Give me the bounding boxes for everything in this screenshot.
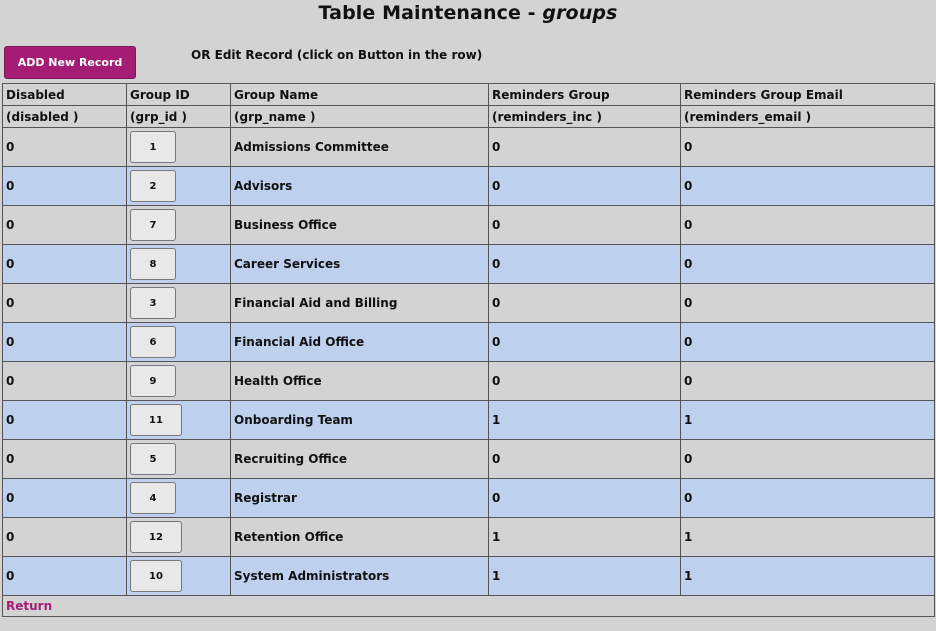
table-row xyxy=(3,128,935,167)
edit-record-button[interactable]: 11 xyxy=(130,404,182,436)
edit-record-button[interactable]: 8 xyxy=(130,248,176,280)
group-id-cell xyxy=(127,479,231,518)
reminders-group-cell: 0 xyxy=(489,128,681,167)
group-id-cell xyxy=(127,323,231,362)
table-row xyxy=(3,401,935,440)
disabled-cell: 0 xyxy=(3,401,127,440)
reminders-email-cell: 0 xyxy=(681,362,935,401)
column-header-reminders-group-email: Reminders Group Email xyxy=(681,84,935,106)
group-name-cell: Onboarding Team xyxy=(231,401,489,440)
field-name-reminders-inc: (reminders_inc ) xyxy=(489,106,681,128)
edit-record-button[interactable]: 7 xyxy=(130,209,176,241)
group-name-cell: Retention Office xyxy=(231,518,489,557)
table-row xyxy=(3,557,935,596)
disabled-cell: 0 xyxy=(3,440,127,479)
reminders-email-cell: 0 xyxy=(681,479,935,518)
group-id-cell xyxy=(127,362,231,401)
reminders-email-cell: 0 xyxy=(681,206,935,245)
edit-record-button[interactable]: 9 xyxy=(130,365,176,397)
reminders-email-cell: 0 xyxy=(681,128,935,167)
reminders-email-cell: 0 xyxy=(681,245,935,284)
add-new-record-button[interactable]: ADD New Record xyxy=(4,46,136,79)
reminders-group-cell: 0 xyxy=(489,479,681,518)
group-id-cell xyxy=(127,440,231,479)
reminders-email-cell: 1 xyxy=(681,401,935,440)
column-header-reminders-group: Reminders Group xyxy=(489,84,681,106)
group-name-cell: Advisors xyxy=(231,167,489,206)
reminders-email-cell: 1 xyxy=(681,557,935,596)
reminders-group-cell: 0 xyxy=(489,167,681,206)
field-name-reminders-email: (reminders_email ) xyxy=(681,106,935,128)
disabled-cell: 0 xyxy=(3,284,127,323)
group-id-cell xyxy=(127,206,231,245)
column-header-group-name: Group Name xyxy=(231,84,489,106)
group-name-cell: Registrar xyxy=(231,479,489,518)
group-id-cell xyxy=(127,401,231,440)
disabled-cell: 0 xyxy=(3,479,127,518)
group-id-cell xyxy=(127,518,231,557)
reminders-email-cell: 0 xyxy=(681,440,935,479)
groups-table xyxy=(2,83,935,617)
group-id-cell xyxy=(127,245,231,284)
page-title xyxy=(0,2,936,24)
reminders-group-cell: 0 xyxy=(489,206,681,245)
group-name-cell: System Administrators xyxy=(231,557,489,596)
disabled-cell: 0 xyxy=(3,518,127,557)
footer-cell xyxy=(3,596,935,617)
group-id-cell xyxy=(127,557,231,596)
group-id-cell xyxy=(127,284,231,323)
group-name-cell: Financial Aid and Billing xyxy=(231,284,489,323)
edit-record-button[interactable]: 12 xyxy=(130,521,182,553)
table-row xyxy=(3,284,935,323)
table-footer-row xyxy=(3,596,935,617)
table-row xyxy=(3,206,935,245)
reminders-email-cell: 1 xyxy=(681,518,935,557)
group-id-cell xyxy=(127,167,231,206)
header-row xyxy=(3,84,935,106)
reminders-group-cell: 0 xyxy=(489,284,681,323)
group-name-cell: Financial Aid Office xyxy=(231,323,489,362)
group-name-cell: Health Office xyxy=(231,362,489,401)
return-link[interactable]: Return xyxy=(6,599,53,613)
disabled-cell: 0 xyxy=(3,245,127,284)
disabled-cell: 0 xyxy=(3,362,127,401)
reminders-group-cell: 0 xyxy=(489,362,681,401)
reminders-group-cell: 1 xyxy=(489,518,681,557)
disabled-cell: 0 xyxy=(3,206,127,245)
table-row xyxy=(3,479,935,518)
table-row xyxy=(3,323,935,362)
reminders-group-cell: 0 xyxy=(489,323,681,362)
field-name-grp-name: (grp_name ) xyxy=(231,106,489,128)
edit-record-button[interactable]: 1 xyxy=(130,131,176,163)
edit-record-button[interactable]: 6 xyxy=(130,326,176,358)
field-name-grp-id: (grp_id ) xyxy=(127,106,231,128)
reminders-group-cell: 0 xyxy=(489,245,681,284)
reminders-email-cell: 0 xyxy=(681,323,935,362)
field-name-disabled: (disabled ) xyxy=(3,106,127,128)
table-row xyxy=(3,440,935,479)
reminders-email-cell: 0 xyxy=(681,167,935,206)
page-title-table-name: groups xyxy=(542,2,618,24)
column-header-disabled: Disabled xyxy=(3,84,127,106)
reminders-email-cell: 0 xyxy=(681,284,935,323)
table-row xyxy=(3,167,935,206)
table-row xyxy=(3,362,935,401)
edit-record-button[interactable]: 10 xyxy=(130,560,182,592)
group-name-cell: Business Office xyxy=(231,206,489,245)
group-id-cell xyxy=(127,128,231,167)
disabled-cell: 0 xyxy=(3,167,127,206)
edit-hint-text: OR Edit Record (click on Button in the row) xyxy=(191,48,483,62)
table-row xyxy=(3,518,935,557)
group-name-cell: Recruiting Office xyxy=(231,440,489,479)
edit-record-button[interactable]: 5 xyxy=(130,443,176,475)
group-name-cell: Career Services xyxy=(231,245,489,284)
edit-record-button[interactable]: 3 xyxy=(130,287,176,319)
disabled-cell: 0 xyxy=(3,128,127,167)
field-name-row xyxy=(3,106,935,128)
edit-record-button[interactable]: 4 xyxy=(130,482,176,514)
group-name-cell: Admissions Committee xyxy=(231,128,489,167)
column-header-group-id: Group ID xyxy=(127,84,231,106)
disabled-cell: 0 xyxy=(3,557,127,596)
disabled-cell: 0 xyxy=(3,323,127,362)
reminders-group-cell: 0 xyxy=(489,440,681,479)
page-title-prefix: Table Maintenance - xyxy=(318,2,543,24)
reminders-group-cell: 1 xyxy=(489,557,681,596)
edit-record-button[interactable]: 2 xyxy=(130,170,176,202)
reminders-group-cell: 1 xyxy=(489,401,681,440)
table-row xyxy=(3,245,935,284)
